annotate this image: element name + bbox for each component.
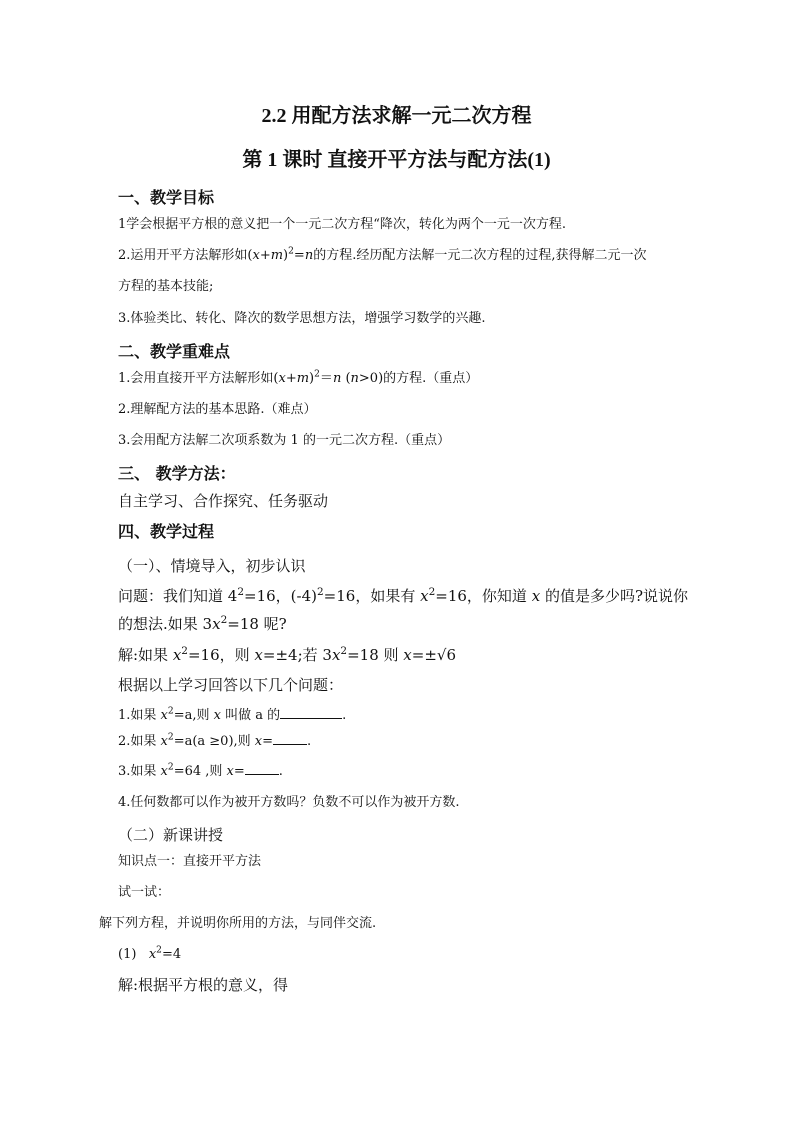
lesson-title: 2.2 用配方法求解一元二次方程	[261, 105, 532, 127]
subsection-intro: （一）、情境导入，初步认识	[118, 557, 306, 575]
section-heading-methods: 三、 教学方法：	[118, 464, 236, 483]
practice-4: 4.任何数都可以作为被开方数吗？负数不可以作为被开方数.	[118, 795, 460, 810]
objective-2-cont: 方程的基本技能;	[118, 279, 214, 294]
key-point-2: 2.理解配方法的基本思路.（难点）	[118, 402, 317, 417]
equation-1-solution: 解:根据平方根的意义，得	[118, 976, 289, 994]
try-it: 试一试：	[118, 885, 171, 900]
practice-2: 2.如果 $x^2=a(a \ge 0)$,则 x= .	[118, 732, 312, 749]
answer-blank[interactable]	[280, 717, 342, 719]
methods-text: 自主学习、合作探究、任务驱动	[118, 492, 329, 510]
key-point-3: 3.会用配方法解二次项系数为 1 的一元二次方程.（重点）	[118, 433, 451, 448]
key-point-1: 1.会用直接开平方法解形如$(x+m)^2=n$ (n>0)的方程.（重点）	[118, 369, 479, 386]
section-heading-key-points: 二、教学重难点	[118, 342, 231, 361]
solve-prompt: 解下列方程，并说明你所用的方法，与同伴交流.	[99, 916, 377, 931]
practice-3: 3.如果 $x^2=64$ ,则 x= .	[118, 762, 283, 779]
equation-1: (1) $x^2=4$	[118, 945, 182, 962]
lesson-subtitle: 第 1 课时 直接开平方法与配方法(1)	[242, 149, 551, 171]
subsection-new-lesson: （二）新课讲授	[118, 826, 224, 844]
section-heading-process: 四、教学过程	[118, 522, 215, 541]
answer-intro: 根据以上学习回答以下几个问题：	[118, 676, 344, 694]
question-line-2: 的想法.如果 $3x^2=18$ 呢?	[118, 614, 287, 633]
practice-1: 1.如果 $x^2=a$,则 x 叫做 a 的 .	[118, 706, 347, 723]
question-line-1: 问题：我们知道 $4^2=16$，$(-4)^2=16$，如果有 $x^2=16$，你知道 x 的值是多少吗?说说你	[118, 586, 688, 605]
objective-3: 3.体验类比、转化、降次的数学思想方法，增强学习数学的兴趣.	[118, 311, 486, 326]
objective-2: 2.运用开平方法解形如$(x+m)^2=n$的方程.经历配方法解一元二次方程的过程,获得解二元一次	[118, 246, 647, 263]
answer-blank[interactable]	[245, 773, 279, 775]
answer-blank[interactable]	[273, 743, 307, 745]
section-heading-objectives: 一、教学目标	[118, 188, 215, 207]
knowledge-point-1: 知识点一：直接开平方法	[118, 854, 262, 869]
solution-line: 解:如果 $x^2=16$，则 x=±4;若 $3x^2=18$ 则 x=±√6	[118, 645, 457, 664]
objective-1: 1学会根据平方根的意义把一个一元二次方程“降次，转化为两个一元一次方程.	[118, 217, 567, 232]
